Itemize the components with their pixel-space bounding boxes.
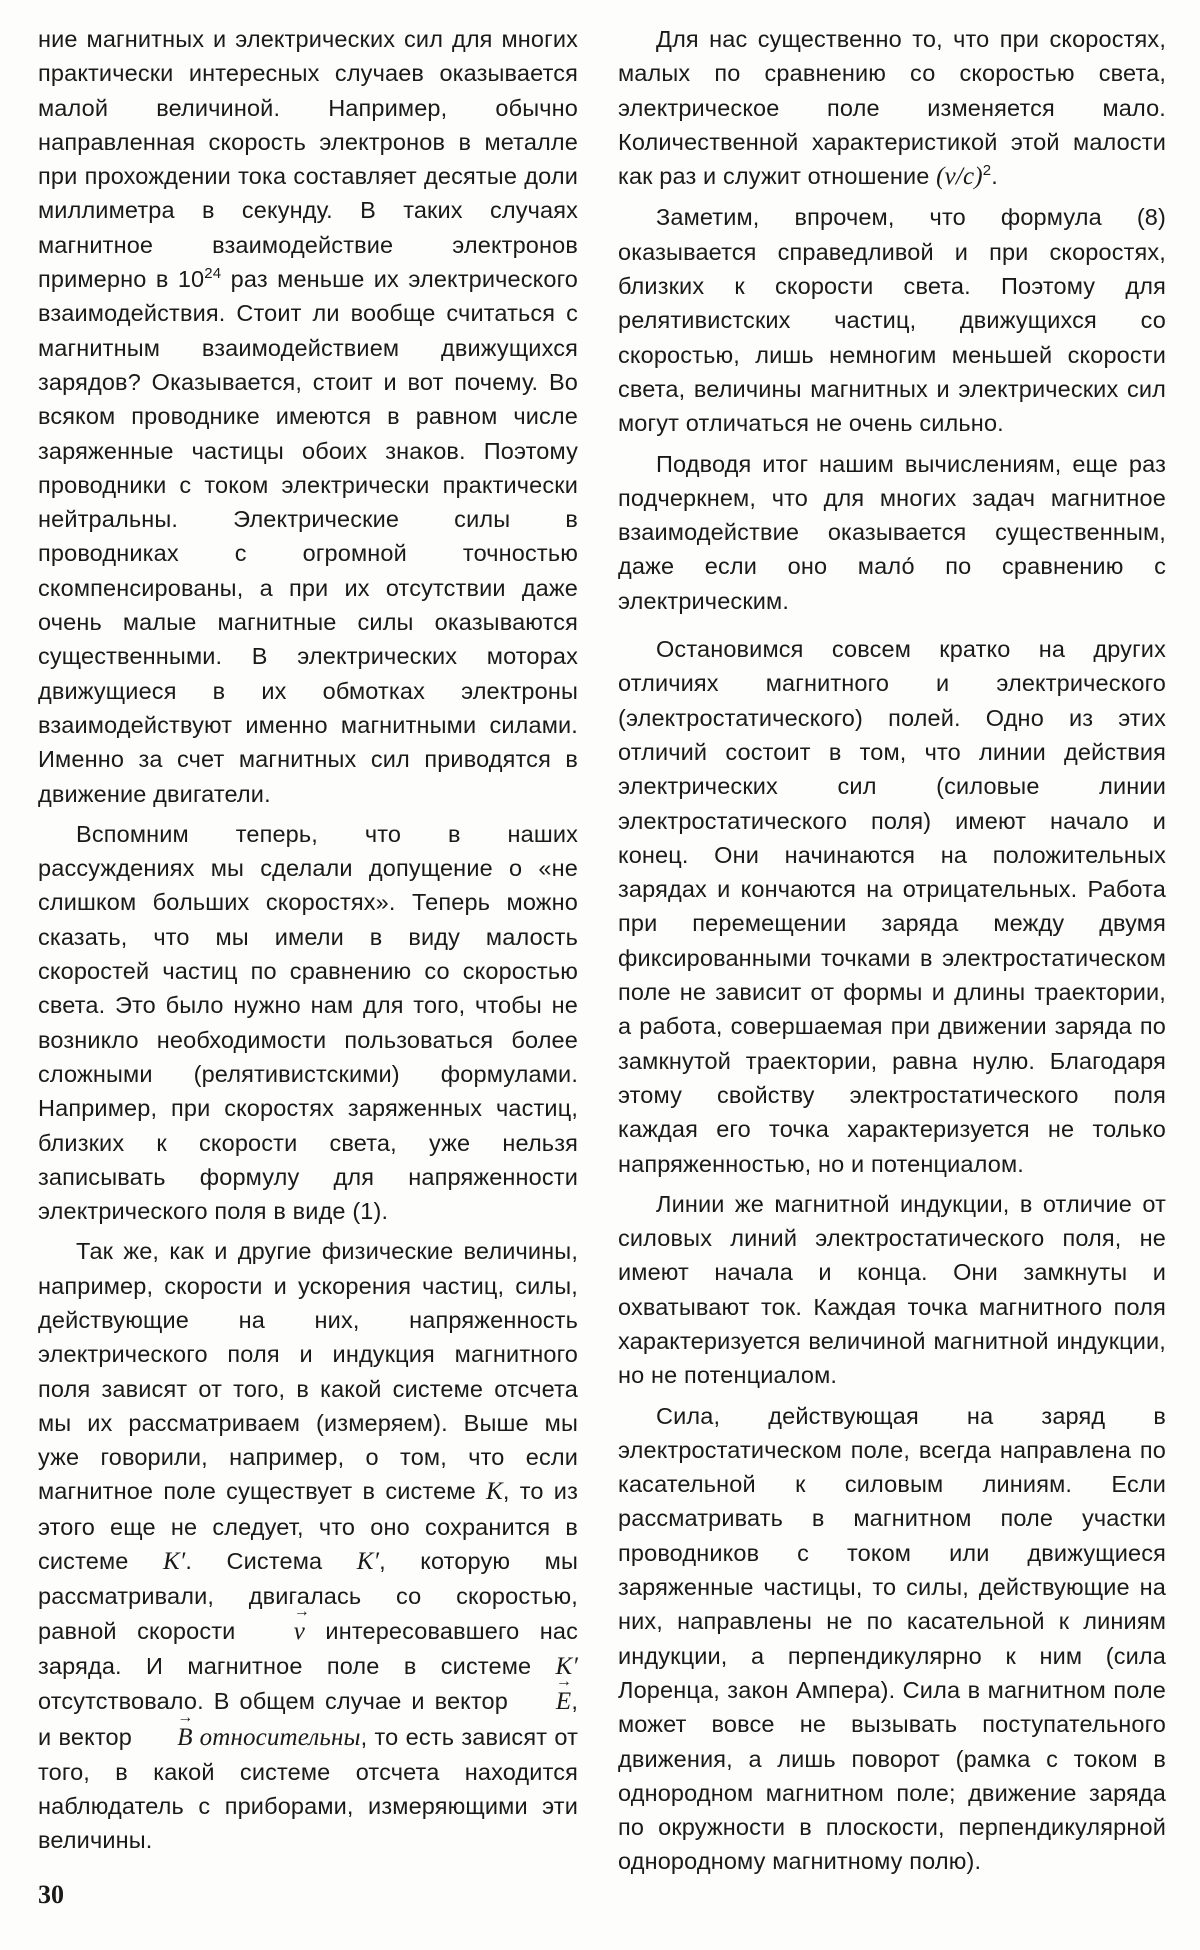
exponent: 2 [982, 162, 992, 180]
page-number: 30 [38, 1880, 64, 1909]
text-span: ние магнитных и электрических сил для многих практически интересных случаев оказывается малой величиной. Например, обычно направленная скорость электронов в металле при прохождении тока составляет десятые доли миллиметра в секунду. В таких случаях магнитное взаимодействие электронов примерно в 10 [38, 26, 578, 293]
symbol-k: K [486, 1478, 503, 1506]
paragraph-forces: Сила, действующая на заряд в электростатическом поле, всегда направлена по касательной к силовым линиям. Если рассматривать в магнитном поле участки проводников с током или движущиеся заряженные частицы, то силы, действующие на них, направлены не по касательной к линиям индукции, а перпендикулярно к ним (сила Лоренца, закон Ампера). Сила в магнитном поле может вовсе не вызывать поступательного движения, а лишь поворот (рамка с током в однородном магнитном поле; движение заряда по окружности в плоскости, перпендикулярной однородному магнитному полю). [618, 1402, 1166, 1875]
symbol-k-prime: K′ [356, 1548, 380, 1576]
vector-b: → B [139, 1721, 192, 1755]
right-column [618, 22, 1166, 1885]
text-span: Для нас существенно то, что при скоростях, малых по сравнению со скоростью света, электрическое поле изменяется мало. Количественной характеристикой этой малости как раз и служит отношение [618, 26, 1166, 190]
paragraph-reference-frames [38, 1234, 578, 1857]
ratio-v-over-c: (v/c) [936, 163, 983, 191]
italic-term: относительны [192, 1723, 361, 1751]
text-span: . [991, 163, 998, 190]
text-span: раз меньше их электрического взаимодействия. Стоит ли вообще считаться с магнитным взаимодействием движущихся зарядов? Оказывается, стоит и вот почему. Во всяком проводнике имеются в равном числе заряженные частицы обоих знаков. Поэтому проводники с током электрически практически нейтральны. Электрические силы в проводниках с огромной точностью скомпенсированы, а при их отсутствии даже очень малые магнитные силы оказываются существенными. В электрических моторах движущиеся в их обмотках электроны взаимодействуют именно магнитными силами. Именно за счет магнитных сил приводятся в движение двигатели. [38, 266, 578, 807]
paragraph-magnetic-induction-lines: Линии же магнитной индукции, в отличие от силовых линий электростатического поля, не имеют начала и конца. Они замкнуты и охватывают ток. Каждая точка магнитного поля характеризуется величиной магнитной индукции, но не потенциалом. [618, 1190, 1166, 1389]
text-span: . Система [185, 1548, 357, 1575]
left-column [38, 22, 578, 1864]
paragraph-summary: Подводя итог нашим вычислениям, еще раз подчеркнем, что для многих задач магнитное взаимодействие оказывается существенным, даже если оно мало́ по сравнению с электрическим. [618, 450, 1166, 614]
text-span: отсутствовало. В общем случае и вектор [38, 1688, 518, 1715]
exponent: 24 [204, 265, 222, 283]
text-span: Так же, как и другие физические величины, например, скорости и ускорения частиц, силы, действующие на них, напряженность электрического поля и индукция магнитного поля зависят от того, в какой системе отсчета мы их рассматриваем (измеряем). Выше мы уже говорили, например, о том, что если магнитное поле существует в системе [38, 1238, 578, 1505]
paragraph-formula-8: Заметим, впрочем, что формула (8) оказывается справедливой и при скоростях, близких к скорости света. Поэтому для релятивистских частиц, движущихся со скоростью, лишь немногим меньшей скорости света, величины магнитных и электрических сил могут отличаться не очень сильно. [618, 204, 1166, 437]
paragraph-continuation [38, 22, 578, 811]
vector-e: → E [518, 1685, 571, 1719]
vector-v: → v [256, 1615, 305, 1649]
text-span: , которую мы рассматривали, двигалась со скоростью, равной скорости [38, 1548, 578, 1644]
text-span: интересовавшего нас заряда. И магнитное поле в системе [38, 1617, 579, 1679]
paragraph-electrostatic-lines: Остановимся совсем кратко на других отличиях магнитного и электрического (электростатического) полей. Одно из этих отличий состоит в том, что линии действия электрических сил (силовые линии электростатического поля) имеют начало и конец. Они начинаются на положительных зарядах и кончаются на отрицательных. Работа при перемещении заряда между двумя фиксированными точками в электростатическом поле не зависит от формы и длины траектории, а работа, совершаемая при движении заряда по замкнутой траектории, равна нулю. Благодаря этому свойству электростатического поля каждая его точка характеризуется не только напряженностью, но и потенциалом. [618, 636, 1166, 1177]
symbol-k-prime: K′ [162, 1548, 186, 1576]
text-span: , и вектор [38, 1688, 578, 1750]
text-span: , то из этого еще не следует, что оно сохранится в системе [38, 1478, 578, 1575]
paragraph-small-speeds [618, 22, 1166, 194]
text-span: , то есть зависят от того, в какой системе отсчета находится наблюдатель с приборами, измеряющими эти величины. [38, 1723, 578, 1854]
paragraph-relativistic-speeds: Вспомним теперь, что в наших рассуждениях мы сделали допущение о «не слишком больших скоростях». Теперь можно сказать, что мы имели в виду малость скоростей частиц по сравнению со скоростью света. Это было нужно нам для того, чтобы не возникло необходимости пользоваться более сложными (релятивистскими) формулами. Например, при скоростях заряженных частиц, близких к скорости света, уже нельзя записывать формулу для напряженности электрического поля в виде (1). [38, 820, 578, 1225]
symbol-k-prime: K′ [555, 1652, 578, 1680]
